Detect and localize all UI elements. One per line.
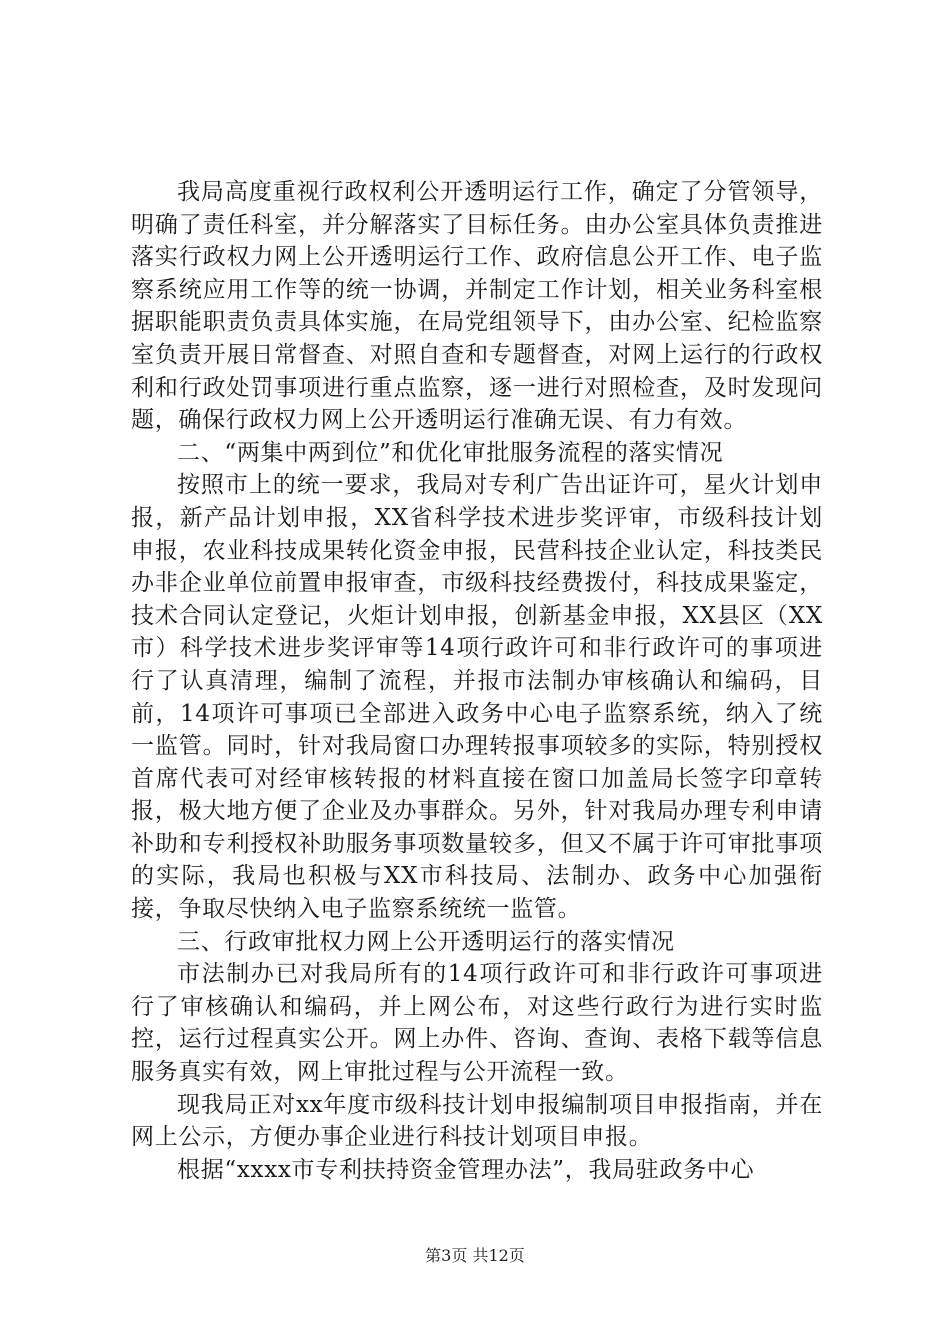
section-heading: 三、行政审批权力网上公开透明运行的落实情况 <box>177 928 675 955</box>
paragraph: 市法制办已对我局所有的14项行政许可和非行政许可事项进行了审核确认和编码，并上网公布，对这些行政行为进行实时监控，运行过程真实公开。网上办件、咨询、查询、表格下载等信息服务真实有效，网上审批过程与公开流程一致。 <box>131 961 823 1086</box>
page-footer: 第3页 共12页 <box>425 1246 525 1265</box>
document-body <box>131 176 823 1186</box>
paragraph: 按照市上的统一要求，我局对专利广告出证许可，星火计划申报，新产品计划申报，XX省科学技术进步奖评审，市级科技计划申报，农业科技成果转化资金申报，民营科技企业认定，科技类民办非企业单位前置申报审查，市级科技经费拨付，科技成果鉴定，技术合同认定登记，火炬计划申报，创新基金申报，XX县区（XX市）科学技术进步奖评审等14项行政许可和非行政许可的事项进行了认真清理，编制了流程，并报市法制办审核确认和编码，目前，14项许可事项已全部进入政务中心电子监察系统，纳入了统一监管。同时，针对我局窗口办理转报事项较多的实际，特别授权首席代表可对经审核转报的材料直接在窗口加盖局长签字印章转报，极大地方便了企业及办事群众。另外，针对我局办理专利申请补助和专利授权补助服务事项数量较多，但又不属于许可审批事项的实际，我局也积极与XX市科技局、法制办、政务中心加强衔接，争取尽快纳入电子监察系统统一监管。 <box>131 472 823 923</box>
paragraph: 我局高度重视行政权利公开透明运行工作，确定了分管领导，明确了责任科室，并分解落实了目标任务。由办公室具体负责推进落实行政权力网上公开透明运行工作、政府信息公开工作、电子监察系统应用工作等的统一协调，并制定工作计划，相关业务科室根据职能职责负责具体实施，在局党组领导下，由办公室、纪检监察室负责开展日常督查、对照自查和专题督查，对网上运行的行政权利和行政处罚事项进行重点监察，逐一进行对照检查，及时发现问题，确保行政权力网上公开透明运行准确无误、有力有效。 <box>131 179 823 434</box>
paragraph: 根据“xxxx市专利扶持资金管理办法”，我局驻政务中心 <box>177 1156 755 1183</box>
section-heading: 二、“两集中两到位”和优化审批服务流程的落实情况 <box>177 439 724 466</box>
paragraph: 现我局正对xx年度市级科技计划申报编制项目申报指南，并在网上公示，方便办事企业进行科技计划项目申报。 <box>131 1091 823 1151</box>
